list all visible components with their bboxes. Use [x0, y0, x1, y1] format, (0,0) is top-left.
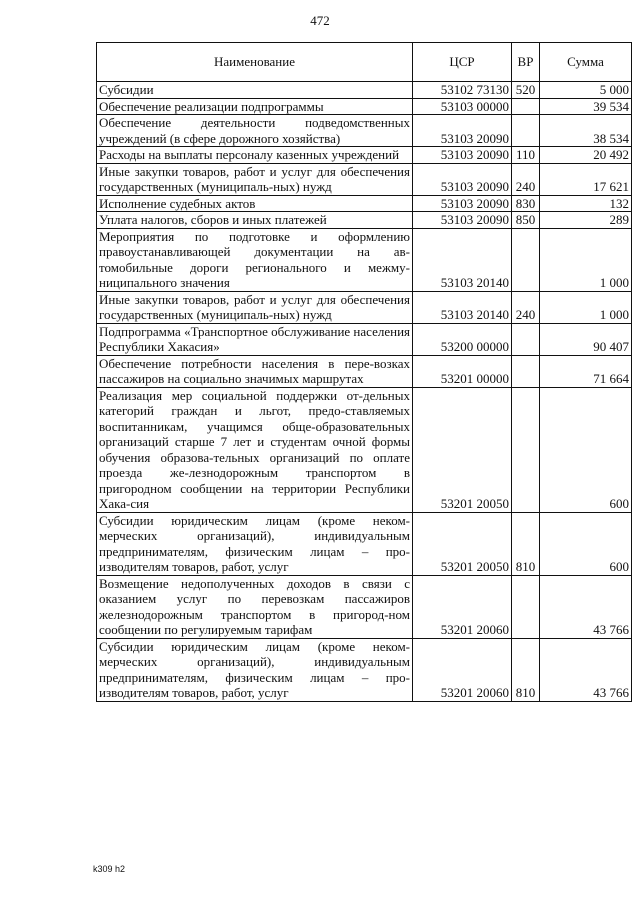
row-vr — [512, 387, 540, 512]
row-sum: 20 492 — [540, 147, 632, 164]
row-sum: 1 000 — [540, 228, 632, 291]
table-row — [97, 228, 632, 291]
table-row — [97, 212, 632, 229]
table-row — [97, 115, 632, 147]
row-vr — [512, 323, 540, 355]
row-vr — [512, 228, 540, 291]
row-sum: 90 407 — [540, 323, 632, 355]
table-row — [97, 147, 632, 164]
row-name: Обеспечение деятельности подведомственных учреждений (в сфере дорожного хозяйства) — [97, 115, 413, 147]
row-vr: 110 — [512, 147, 540, 164]
row-csr: 53102 73130 — [413, 82, 512, 99]
row-csr: 53201 20050 — [413, 512, 512, 575]
budget-table — [96, 42, 632, 702]
row-sum: 5 000 — [540, 82, 632, 99]
row-name: Исполнение судебных актов — [97, 195, 413, 212]
row-name: Обеспечение реализации подпрограммы — [97, 98, 413, 115]
row-csr: 53103 20090 — [413, 163, 512, 195]
row-sum: 600 — [540, 387, 632, 512]
row-vr: 810 — [512, 512, 540, 575]
row-csr: 53200 00000 — [413, 323, 512, 355]
table-row — [97, 355, 632, 387]
table-row — [97, 195, 632, 212]
table-row — [97, 82, 632, 99]
page-number: 472 — [310, 13, 330, 28]
table-row — [97, 512, 632, 575]
row-csr: 53103 20140 — [413, 228, 512, 291]
row-csr: 53103 20090 — [413, 115, 512, 147]
row-csr: 53201 00000 — [413, 355, 512, 387]
row-sum: 38 534 — [540, 115, 632, 147]
row-name: Субсидии юридическим лицам (кроме неком-мерческих организаций), индивидуальным предпринимателям, физическим лицам – про-изводителям товаров, работ, услуг — [97, 638, 413, 701]
row-name: Расходы на выплаты персоналу казенных учреждений — [97, 147, 413, 164]
row-vr: 850 — [512, 212, 540, 229]
row-vr — [512, 355, 540, 387]
row-sum: 289 — [540, 212, 632, 229]
row-sum: 1 000 — [540, 291, 632, 323]
table-header-row — [97, 43, 632, 82]
row-csr: 53201 20060 — [413, 638, 512, 701]
row-csr: 53103 20090 — [413, 195, 512, 212]
row-vr: 810 — [512, 638, 540, 701]
row-vr: 520 — [512, 82, 540, 99]
table-row — [97, 323, 632, 355]
row-sum: 39 534 — [540, 98, 632, 115]
row-sum: 132 — [540, 195, 632, 212]
row-csr: 53103 20140 — [413, 291, 512, 323]
row-vr — [512, 575, 540, 638]
header-name: Наименование — [97, 43, 413, 82]
row-name: Иные закупки товаров, работ и услуг для обеспечения государственных (муниципаль-ных) нужд — [97, 163, 413, 195]
table-row — [97, 291, 632, 323]
row-sum: 17 621 — [540, 163, 632, 195]
table-row — [97, 163, 632, 195]
row-vr: 830 — [512, 195, 540, 212]
table-row — [97, 638, 632, 701]
row-name: Субсидии — [97, 82, 413, 99]
table-row — [97, 387, 632, 512]
row-sum: 71 664 — [540, 355, 632, 387]
row-name: Подпрограмма «Транспортное обслуживание населения Республики Хакасия» — [97, 323, 413, 355]
row-csr: 53103 20090 — [413, 212, 512, 229]
row-name: Реализация мер социальной поддержки от-дельных категорий граждан и льгот, предо-ставляемых воспитанникам, учащимся обще-образовательных организаций старше 7 лет и студентам очной формы обучения образова-тельных организаций по оплате проезда же-лезнодорожным транспортом в пригородном сообщении на территории Республики Хака-сия — [97, 387, 413, 512]
row-vr — [512, 115, 540, 147]
header-sum: Сумма — [540, 43, 632, 82]
row-name: Возмещение недополученных доходов в связи с оказанием услуг по перевозкам пассажиров железнодорожным транспортом в пригород-ном сообщении по регулируемым тарифам — [97, 575, 413, 638]
row-csr: 53201 20050 — [413, 387, 512, 512]
row-csr: 53103 00000 — [413, 98, 512, 115]
row-vr: 240 — [512, 291, 540, 323]
row-sum: 43 766 — [540, 575, 632, 638]
row-vr — [512, 98, 540, 115]
row-csr: 53201 20060 — [413, 575, 512, 638]
row-vr: 240 — [512, 163, 540, 195]
row-name: Обеспечение потребности населения в пере-возках пассажиров на социально значимых маршрутах — [97, 355, 413, 387]
table-row — [97, 575, 632, 638]
row-sum: 43 766 — [540, 638, 632, 701]
header-vr: ВР — [512, 43, 540, 82]
header-csr: ЦСР — [413, 43, 512, 82]
row-name: Субсидии юридическим лицам (кроме неком-мерческих организаций), индивидуальным предпринимателям, физическим лицам – про-изводителям товаров, работ, услуг — [97, 512, 413, 575]
footer-code: k309 h2 — [93, 864, 126, 874]
table-row — [97, 98, 632, 115]
row-csr: 53103 20090 — [413, 147, 512, 164]
row-sum: 600 — [540, 512, 632, 575]
row-name: Мероприятия по подготовке и оформлению правоустанавливающей документации на ав-томобильные дороги регионального и межму-ниципального значения — [97, 228, 413, 291]
row-name: Иные закупки товаров, работ и услуг для обеспечения государственных (муниципаль-ных) нужд — [97, 291, 413, 323]
row-name: Уплата налогов, сборов и иных платежей — [97, 212, 413, 229]
